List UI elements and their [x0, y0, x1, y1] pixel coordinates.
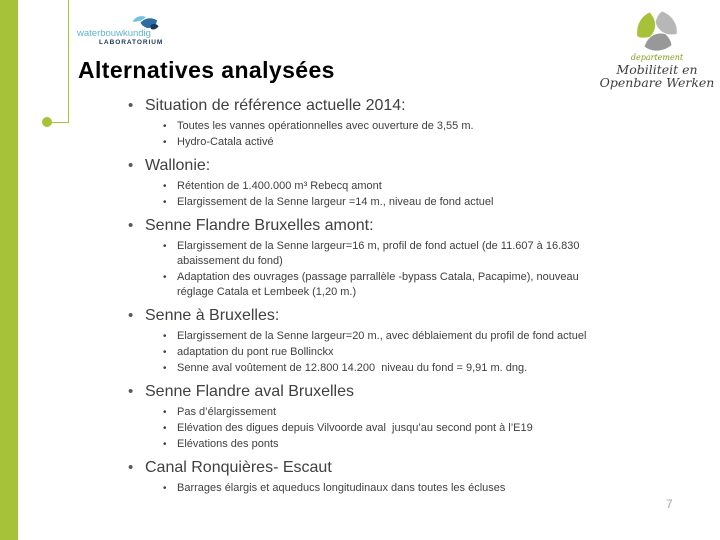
waterbouwkundig-logo-name: waterbouwkundig — [77, 28, 151, 39]
section-heading: • Senne Flandre Bruxelles amont: — [122, 216, 652, 235]
title-accent-line — [68, 0, 69, 123]
bullet-item: • Senne aval voûtement de 12.800 14.200 niveau du fond = 9,91 m. dng. — [122, 361, 607, 376]
bullet-item: • Pas d’élargissement — [122, 405, 607, 420]
bullet-item: • Rétention de 1.400.000 m³ Rebecq amont — [122, 179, 607, 194]
bullet-section-wallonie — [122, 156, 652, 210]
section-heading: • Senne à Bruxelles: — [122, 306, 652, 325]
slide-body — [122, 96, 652, 497]
title-accent-connector — [50, 122, 68, 123]
pinwheel-swirl-icon — [634, 8, 680, 54]
section-heading: • Situation de référence actuelle 2014: — [122, 96, 652, 115]
page-number: 7 — [666, 497, 673, 511]
departement-line1: Mobiliteit en — [616, 61, 698, 77]
bullet-item: • Barrages élargis et aqueducs longitudinaux dans toutes les écluses — [122, 481, 607, 496]
bullet-item: • adaptation du pont rue Bollinckx — [122, 345, 607, 360]
bullet-item: • Elargissement de la Senne largeur=20 m., avec déblaiement du profil de fond actuel — [122, 329, 607, 344]
slide-title: Alternatives analysées — [78, 57, 335, 83]
bullet-item: • Hydro-Catala activé — [122, 135, 607, 150]
bullet-section-situation — [122, 96, 652, 150]
left-accent-bar — [0, 0, 18, 540]
bullet-item: • Toutes les vannes opérationnelles avec ouverture de 3,55 m. — [122, 119, 607, 134]
section-heading: • Canal Ronquières- Escaut — [122, 458, 652, 477]
section-heading: • Senne Flandre aval Bruxelles — [122, 382, 652, 401]
bullet-section-senne-flandre-amont — [122, 216, 652, 300]
bullet-item: • Elévations des ponts — [122, 437, 607, 452]
title-accent-dot — [42, 117, 52, 127]
waterbouwkundig-logo — [77, 12, 187, 48]
bullet-item: • Elévation des digues depuis Vilvoorde aval jusqu’au second pont à l’E19 — [122, 421, 607, 436]
bullet-item: • Elargissement de la Senne largeur =14 m., niveau de fond actuel — [122, 195, 607, 210]
bullet-section-senne-bruxelles — [122, 306, 652, 376]
departement-mow-logo — [598, 8, 716, 90]
bullet-section-senne-flandre-aval — [122, 382, 652, 452]
departement-label: departement — [630, 53, 684, 62]
bullet-item: • Adaptation des ouvrages (passage parrallèle -bypass Catala, Pacapime), nouveau réglage Catala et Lembeek (1,20 m.) — [122, 270, 607, 300]
bullet-section-canal-ronquieres — [122, 458, 652, 496]
bullet-item: • Elargissement de la Senne largeur=16 m, profil de fond actuel (de 11.607 à 16.830 abaissement du fond) — [122, 239, 607, 269]
section-heading: • Wallonie: — [122, 156, 652, 175]
waterbouwkundig-logo-subname: LABORATORIUM — [99, 39, 164, 46]
departement-line2: Openbare Werken — [599, 75, 715, 91]
